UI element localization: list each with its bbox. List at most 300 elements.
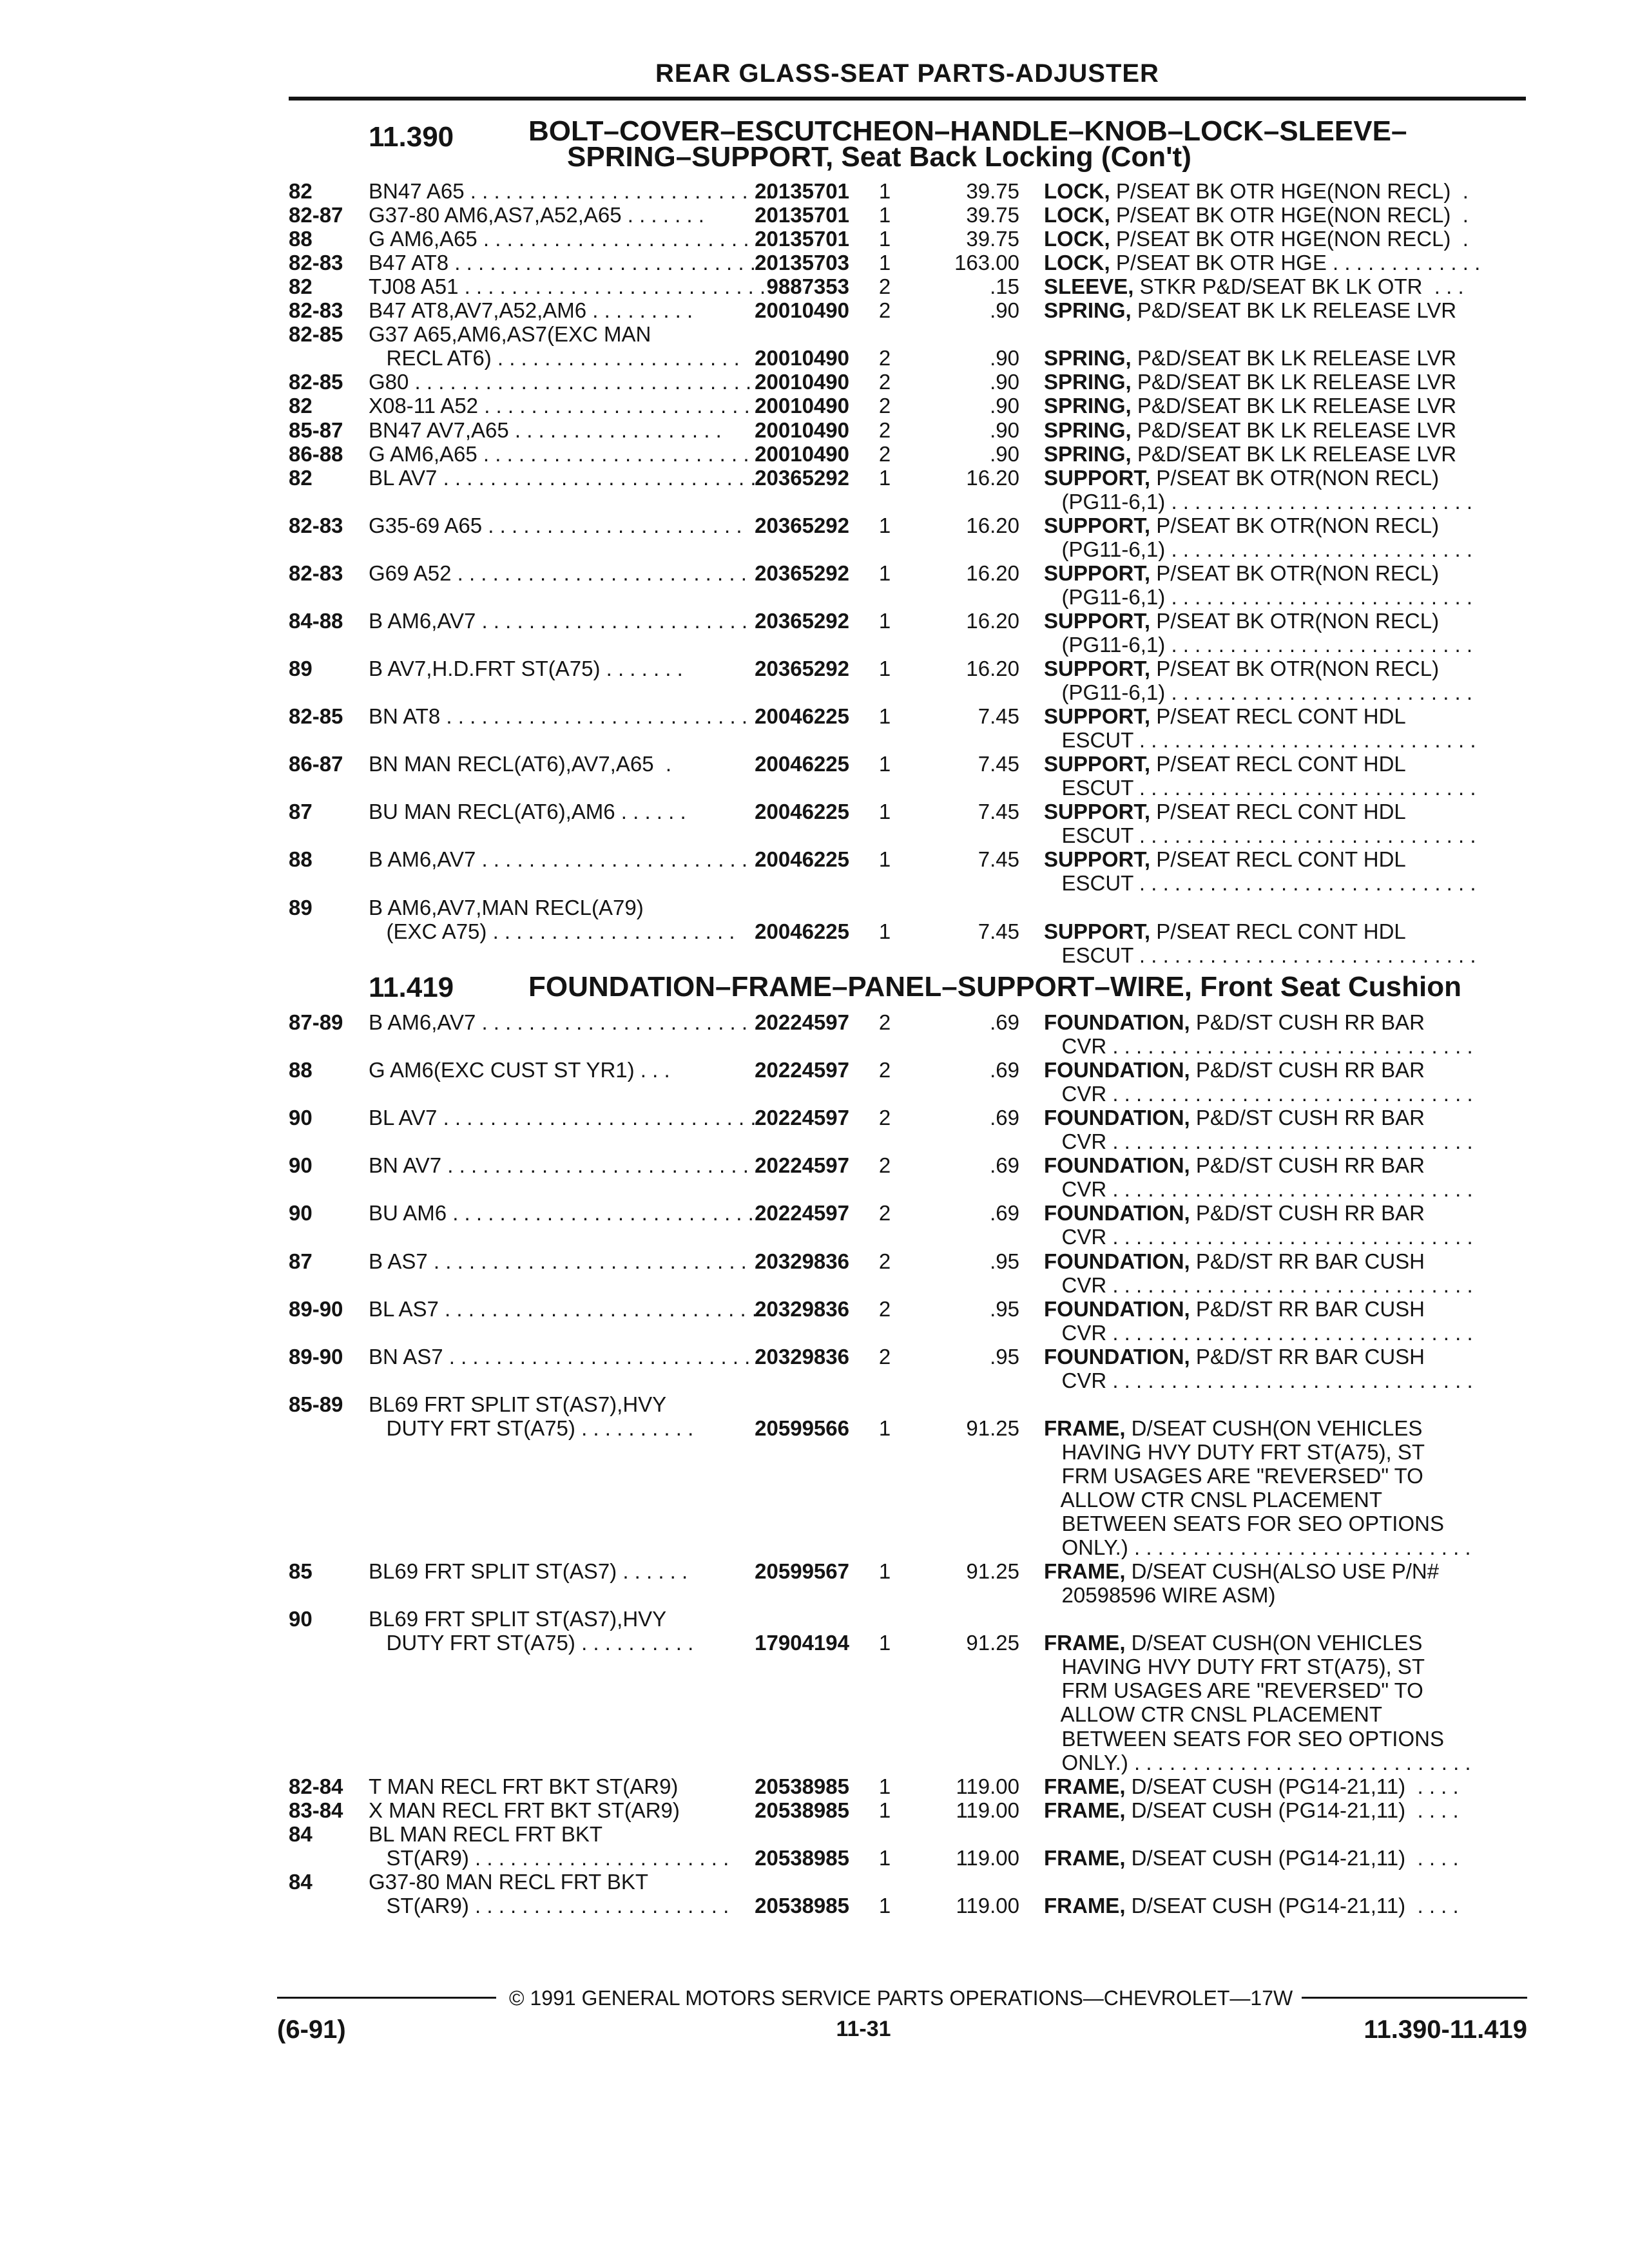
table-row	[0, 1607, 1629, 1631]
table-row	[0, 1129, 1629, 1153]
description	[1044, 1751, 1521, 1774]
description-part-name: SPRING,	[1044, 298, 1132, 323]
description-text: ESCUT . . . . . . . . . . . . . . . . . . . . . . . . . . . . .	[1044, 871, 1476, 896]
description-text: CVR . . . . . . . . . . . . . . . . . . . . . . . . . . . . . . .	[1044, 1273, 1473, 1297]
description-text: STKR P&D/SEAT BK LK OTR . . .	[1133, 274, 1464, 299]
table-row	[0, 1798, 1629, 1822]
description-text: BETWEEN SEATS FOR SEO OPTIONS	[1044, 1726, 1444, 1751]
description-text: P&D/SEAT BK LK RELEASE LVR	[1131, 346, 1457, 370]
description-text: ESCUT . . . . . . . . . . . . . . . . . . . . . . . . . . . . .	[1044, 823, 1476, 848]
description-text: ALLOW CTR CNSL PLACEMENT	[1044, 1702, 1383, 1727]
description	[1044, 1512, 1521, 1535]
usage-code: BN AT8 . . . . . . . . . . . . . . . . . . . . . . . . . . .	[369, 704, 760, 729]
table-row	[0, 752, 1629, 776]
description	[1044, 752, 1521, 776]
table-row	[0, 1512, 1629, 1535]
quantity: 1	[878, 1559, 891, 1584]
quantity: 1	[878, 800, 891, 824]
description	[1044, 1345, 1521, 1369]
table-row	[0, 896, 1629, 919]
table-row	[0, 1010, 1629, 1034]
description-text: CVR . . . . . . . . . . . . . . . . . . . . . . . . . . . . . . .	[1044, 1082, 1473, 1106]
description-part-name: SPRING,	[1044, 441, 1132, 466]
description	[1044, 1106, 1521, 1129]
quantity: 1	[878, 465, 891, 490]
model-year: 90	[289, 1607, 313, 1631]
description-text: CVR . . . . . . . . . . . . . . . . . . . . . . . . . . . . . . .	[1044, 1034, 1473, 1059]
part-number: 20010490	[755, 394, 849, 418]
price: .90	[990, 346, 1019, 370]
description-text: FRM USAGES ARE "REVERSED" TO	[1044, 1463, 1423, 1488]
description-text: HAVING HVY DUTY FRT ST(A75), ST	[1044, 1655, 1425, 1679]
description-text: P&D/ST RR BAR CUSH	[1190, 1344, 1425, 1369]
table-row	[0, 1822, 1629, 1846]
part-number: 20538985	[755, 1845, 849, 1870]
part-number: 20599567	[755, 1559, 849, 1584]
table-row	[0, 1297, 1629, 1321]
quantity: 2	[878, 441, 891, 466]
price: .90	[990, 298, 1019, 323]
model-year: 82-85	[289, 370, 343, 394]
table-row	[0, 1678, 1629, 1702]
footer-page-number: 11-31	[836, 2017, 891, 2041]
model-year: 82	[289, 394, 313, 418]
price: 91.25	[966, 1416, 1019, 1440]
usage-code: B AV7,H.D.FRT ST(A75) . . . . . . .	[369, 657, 683, 680]
usage-code: DUTY FRT ST(A75) . . . . . . . . . .	[369, 1416, 694, 1440]
description	[1044, 800, 1521, 823]
model-year: 90	[289, 1106, 313, 1130]
quantity: 1	[878, 227, 891, 251]
price: 39.75	[966, 203, 1019, 227]
description-part-name: SPRING,	[1044, 418, 1132, 442]
description-part-name: FRAME,	[1044, 1774, 1126, 1798]
description-part-name: FOUNDATION,	[1044, 1201, 1190, 1225]
table-row	[0, 1535, 1629, 1559]
description	[1044, 1798, 1521, 1822]
price: 91.25	[966, 1631, 1019, 1655]
usage-code: B47 AT8,AV7,A52,AM6 . . . . . . . . .	[369, 298, 693, 323]
description-part-name: SLEEVE,	[1044, 274, 1134, 299]
table-row	[0, 823, 1629, 847]
table-row	[0, 1321, 1629, 1345]
description-text: D/SEAT CUSH(ON VEHICLES	[1125, 1416, 1423, 1440]
description-text: P/SEAT BK OTR HGE(NON RECL) .	[1110, 179, 1469, 203]
description-text: ONLY.) . . . . . . . . . . . . . . . . . . . . . . . . . . . . .	[1044, 1535, 1471, 1560]
table-row	[0, 871, 1629, 895]
model-year: 85	[289, 1559, 313, 1584]
table-row	[0, 657, 1629, 680]
description-text: (PG11-6,1) . . . . . . . . . . . . . . . . . . . . . . . . . .	[1044, 537, 1473, 561]
footer-rule-right	[1302, 1997, 1527, 1999]
table-row	[0, 322, 1629, 346]
model-year: 82-84	[289, 1774, 343, 1798]
section-number: 11.419	[369, 972, 454, 1003]
usage-code: G AM6,A65 . . . . . . . . . . . . . . . . . . . . . . .	[369, 227, 749, 251]
description-text: D/SEAT CUSH (PG14-21,11) . . . .	[1125, 1893, 1459, 1917]
description-part-name: FOUNDATION,	[1044, 1010, 1190, 1034]
description-part-name: FOUNDATION,	[1044, 1344, 1190, 1369]
description	[1044, 418, 1521, 442]
part-number: 20599566	[755, 1416, 849, 1440]
table-row	[0, 1201, 1629, 1225]
description-part-name: SUPPORT,	[1044, 465, 1151, 490]
quantity: 1	[878, 657, 891, 680]
model-year: 82	[289, 465, 313, 490]
description-text: P/SEAT BK OTR(NON RECL)	[1150, 657, 1440, 680]
table-row	[0, 1249, 1629, 1273]
part-number: 20224597	[755, 1201, 849, 1225]
description-text: P/SEAT RECL CONT HDL	[1150, 847, 1406, 872]
part-number: 17904194	[755, 1631, 849, 1655]
description	[1044, 442, 1521, 466]
description	[1044, 1058, 1521, 1082]
description-text: 20598596 WIRE ASM)	[1044, 1583, 1276, 1608]
description	[1044, 227, 1521, 251]
price: 16.20	[966, 608, 1019, 633]
description	[1044, 823, 1521, 847]
quantity: 1	[878, 1845, 891, 1870]
table-row	[0, 251, 1629, 274]
model-year: 83-84	[289, 1798, 343, 1822]
description	[1044, 1727, 1521, 1751]
price: .69	[990, 1153, 1019, 1178]
usage-code: BU AM6 . . . . . . . . . . . . . . . . . . . . . . . . . .	[369, 1201, 754, 1225]
model-year: 89	[289, 657, 313, 680]
description-text: P/SEAT BK OTR(NON RECL)	[1150, 608, 1440, 633]
quantity: 2	[878, 418, 891, 442]
description	[1044, 871, 1521, 895]
description-text: D/SEAT CUSH (PG14-21,11) . . . .	[1125, 1798, 1459, 1822]
model-year: 84-88	[289, 608, 343, 633]
description-part-name: SUPPORT,	[1044, 561, 1151, 585]
description-part-name: FRAME,	[1044, 1798, 1126, 1822]
part-number: 20224597	[755, 1010, 849, 1034]
price: 7.45	[978, 752, 1019, 776]
price: .95	[990, 1296, 1019, 1321]
part-number: 20365292	[755, 608, 849, 633]
description	[1044, 346, 1521, 370]
price: 7.45	[978, 704, 1019, 729]
price: 7.45	[978, 800, 1019, 824]
usage-code: BL MAN RECL FRT BKT	[369, 1821, 603, 1846]
description-text: BETWEEN SEATS FOR SEO OPTIONS	[1044, 1512, 1444, 1536]
usage-code: X08-11 A52 . . . . . . . . . . . . . . . . . . . . . . . .	[369, 394, 762, 418]
table-row	[0, 514, 1629, 537]
usage-code: G37-80 AM6,AS7,A52,A65 . . . . . . .	[369, 203, 704, 227]
usage-code: BN AS7 . . . . . . . . . . . . . . . . . . . . . . . . . .	[369, 1344, 751, 1369]
description-text: P/SEAT BK OTR HGE(NON RECL) .	[1110, 203, 1469, 227]
usage-code: (EXC A75) . . . . . . . . . . . . . . . . . . . . .	[369, 919, 735, 943]
quantity: 2	[878, 370, 891, 394]
table-row	[0, 633, 1629, 657]
description	[1044, 1631, 1521, 1655]
part-number: 20046225	[755, 704, 849, 729]
table-row	[0, 1559, 1629, 1583]
model-year: 86-87	[289, 752, 343, 776]
part-number: 20365292	[755, 657, 849, 680]
price: .15	[990, 274, 1019, 299]
footer-copyright: © 1991 GENERAL MOTORS SERVICE PARTS OPERATIONS—CHEVROLET—17W	[509, 1986, 1293, 2010]
usage-code: BN47 A65 . . . . . . . . . . . . . . . . . . . . . . . . . .	[369, 179, 772, 203]
part-number: 20538985	[755, 1798, 849, 1822]
description-part-name: FOUNDATION,	[1044, 1249, 1190, 1273]
model-year: 87-89	[289, 1010, 343, 1034]
description	[1044, 370, 1521, 394]
quantity: 2	[878, 1201, 891, 1225]
table-row	[0, 1655, 1629, 1678]
model-year: 82-87	[289, 203, 343, 227]
description	[1044, 657, 1521, 680]
description	[1044, 514, 1521, 537]
table-row	[0, 1416, 1629, 1440]
part-number: 20365292	[755, 513, 849, 537]
usage-code: T MAN RECL FRT BKT ST(AR9)	[369, 1774, 679, 1798]
model-year: 84	[289, 1821, 313, 1846]
price: .69	[990, 1010, 1019, 1034]
table-row	[0, 227, 1629, 251]
table-row	[0, 1702, 1629, 1726]
usage-code: G AM6(EXC CUST ST YR1) . . .	[369, 1058, 670, 1082]
model-year: 89	[289, 895, 313, 919]
price: 16.20	[966, 657, 1019, 680]
header-rule	[289, 97, 1526, 101]
section-number: 11.390	[369, 121, 454, 153]
table-row	[0, 370, 1629, 394]
description	[1044, 1774, 1521, 1798]
quantity: 1	[878, 704, 891, 729]
usage-code: BL69 FRT SPLIT ST(AS7) . . . . . .	[369, 1559, 688, 1584]
description	[1044, 1177, 1521, 1201]
description-part-name: FRAME,	[1044, 1845, 1126, 1870]
part-number: 20329836	[755, 1344, 849, 1369]
description-text: P/SEAT BK OTR(NON RECL)	[1150, 465, 1440, 490]
quantity: 1	[878, 561, 891, 585]
description-text: P&D/ST CUSH RR BAR	[1190, 1153, 1425, 1178]
quantity: 2	[878, 1344, 891, 1369]
quantity: 1	[878, 179, 891, 203]
part-number: 20224597	[755, 1153, 849, 1178]
description-text: D/SEAT CUSH(ALSO USE P/N#	[1125, 1559, 1440, 1584]
table-row	[0, 1846, 1629, 1870]
description-text: P/SEAT RECL CONT HDL	[1150, 800, 1406, 824]
description-text: ESCUT . . . . . . . . . . . . . . . . . . . . . . . . . . . . .	[1044, 776, 1476, 800]
model-year: 84	[289, 1869, 313, 1894]
description-text: D/SEAT CUSH(ON VEHICLES	[1125, 1631, 1423, 1655]
part-number: 20135701	[755, 227, 849, 251]
price: 7.45	[978, 919, 1019, 943]
part-number: 20046225	[755, 800, 849, 824]
quantity: 2	[878, 346, 891, 370]
description-text: P/SEAT RECL CONT HDL	[1150, 752, 1406, 776]
table-row	[0, 1392, 1629, 1416]
part-number: 20365292	[755, 465, 849, 490]
description-part-name: LOCK,	[1044, 179, 1110, 203]
part-number: 9887353	[766, 274, 849, 299]
usage-code: ST(AR9) . . . . . . . . . . . . . . . . . . . . . .	[369, 1845, 729, 1870]
description	[1044, 1559, 1521, 1583]
description	[1044, 1321, 1521, 1345]
usage-code: BU MAN RECL(AT6),AM6 . . . . . .	[369, 800, 686, 824]
description-text: P&D/SEAT BK LK RELEASE LVR	[1131, 370, 1457, 394]
description-text: P&D/ST CUSH RR BAR	[1190, 1010, 1425, 1034]
description	[1044, 203, 1521, 227]
description-part-name: SUPPORT,	[1044, 919, 1151, 943]
table-row	[0, 1870, 1629, 1894]
usage-code: G35-69 A65 . . . . . . . . . . . . . . . . . . . . . .	[369, 513, 742, 537]
model-year: 82	[289, 274, 313, 299]
quantity: 2	[878, 274, 891, 299]
quantity: 2	[878, 1249, 891, 1273]
description-part-name: SUPPORT,	[1044, 800, 1151, 824]
description	[1044, 585, 1521, 609]
description-part-name: SPRING,	[1044, 394, 1132, 418]
description-text: P/SEAT BK OTR(NON RECL)	[1150, 513, 1440, 537]
description-text: CVR . . . . . . . . . . . . . . . . . . . . . . . . . . . . . . .	[1044, 1129, 1473, 1154]
usage-code: RECL AT6) . . . . . . . . . . . . . . . . . . . . .	[369, 346, 740, 370]
part-number: 20135701	[755, 179, 849, 203]
part-number: 20010490	[755, 441, 849, 466]
table-row	[0, 1106, 1629, 1129]
table-row	[0, 728, 1629, 752]
table-row	[0, 1034, 1629, 1058]
price: 119.00	[956, 1774, 1019, 1798]
part-number: 20135701	[755, 203, 849, 227]
price: .90	[990, 418, 1019, 442]
table-row	[0, 1464, 1629, 1488]
description	[1044, 1440, 1521, 1464]
model-year: 82	[289, 179, 313, 203]
usage-code: B AM6,AV7 . . . . . . . . . . . . . . . . . . . . . . .	[369, 847, 748, 872]
model-year: 89-90	[289, 1296, 343, 1321]
description-text: CVR . . . . . . . . . . . . . . . . . . . . . . . . . . . . . . .	[1044, 1320, 1473, 1345]
part-number: 20010490	[755, 418, 849, 442]
price: 163.00	[954, 251, 1019, 275]
quantity: 1	[878, 1798, 891, 1822]
model-year: 82-83	[289, 251, 343, 275]
price: 119.00	[956, 1893, 1019, 1917]
table-row	[0, 943, 1629, 967]
part-number: 20329836	[755, 1249, 849, 1273]
description	[1044, 1416, 1521, 1440]
model-year: 87	[289, 800, 313, 824]
description-text: (PG11-6,1) . . . . . . . . . . . . . . . . . . . . . . . . . .	[1044, 489, 1473, 514]
description	[1044, 1273, 1521, 1297]
table-row	[0, 609, 1629, 633]
description-text: CVR . . . . . . . . . . . . . . . . . . . . . . . . . . . . . . .	[1044, 1368, 1473, 1392]
usage-code: G37-80 MAN RECL FRT BKT	[369, 1869, 649, 1894]
description	[1044, 466, 1521, 490]
table-row	[0, 680, 1629, 704]
usage-code: BL69 FRT SPLIT ST(AS7),HVY	[369, 1392, 667, 1416]
description	[1044, 1249, 1521, 1273]
usage-code: G69 A52 . . . . . . . . . . . . . . . . . . . . . . . . .	[369, 561, 747, 585]
model-year: 82-83	[289, 513, 343, 537]
description-text: ESCUT . . . . . . . . . . . . . . . . . . . . . . . . . . . . .	[1044, 728, 1476, 753]
description-text: CVR . . . . . . . . . . . . . . . . . . . . . . . . . . . . . . .	[1044, 1225, 1473, 1249]
table-row	[0, 776, 1629, 800]
price: .90	[990, 394, 1019, 418]
description-text: (PG11-6,1) . . . . . . . . . . . . . . . . . . . . . . . . . .	[1044, 680, 1473, 705]
description-part-name: FOUNDATION,	[1044, 1153, 1190, 1178]
description	[1044, 490, 1521, 514]
price: 119.00	[956, 1798, 1019, 1822]
quantity: 2	[878, 1296, 891, 1321]
price: .69	[990, 1201, 1019, 1225]
quantity: 1	[878, 251, 891, 275]
description	[1044, 1464, 1521, 1488]
description-part-name: FRAME,	[1044, 1416, 1126, 1440]
table-row	[0, 298, 1629, 322]
description	[1044, 1129, 1521, 1153]
description-part-name: LOCK,	[1044, 227, 1110, 251]
description-part-name: SUPPORT,	[1044, 752, 1151, 776]
part-number: 20135703	[755, 251, 849, 275]
model-year: 82-85	[289, 322, 343, 347]
description-part-name: SPRING,	[1044, 370, 1132, 394]
quantity: 1	[878, 203, 891, 227]
description-text: P&D/ST RR BAR CUSH	[1190, 1296, 1425, 1321]
table-row	[0, 1727, 1629, 1751]
description-text: P&D/SEAT BK LK RELEASE LVR	[1131, 441, 1457, 466]
description	[1044, 1846, 1521, 1870]
quantity: 2	[878, 1058, 891, 1082]
model-year: 87	[289, 1249, 313, 1273]
description	[1044, 1034, 1521, 1058]
part-number: 20365292	[755, 561, 849, 585]
usage-code: BN47 AV7,A65 . . . . . . . . . . . . . . . . . .	[369, 418, 722, 442]
part-number: 20329836	[755, 1296, 849, 1321]
table-row	[0, 1273, 1629, 1297]
model-year: 88	[289, 1058, 313, 1082]
usage-code: BN MAN RECL(AT6),AV7,A65 .	[369, 752, 672, 776]
description-part-name: LOCK,	[1044, 251, 1110, 275]
table-row	[0, 1631, 1629, 1655]
description	[1044, 1153, 1521, 1177]
usage-code: B AM6,AV7 . . . . . . . . . . . . . . . . . . . . . . .	[369, 608, 748, 633]
model-year: 82-85	[289, 704, 343, 729]
part-number: 20224597	[755, 1106, 849, 1130]
description-part-name: FOUNDATION,	[1044, 1058, 1190, 1082]
description	[1044, 1201, 1521, 1225]
usage-code: BL AV7 . . . . . . . . . . . . . . . . . . . . . . . . . . .	[369, 465, 757, 490]
quantity: 1	[878, 847, 891, 872]
price: 16.20	[966, 465, 1019, 490]
price: 16.20	[966, 561, 1019, 585]
description	[1044, 1894, 1521, 1917]
description-text: (PG11-6,1) . . . . . . . . . . . . . . . . . . . . . . . . . .	[1044, 584, 1473, 609]
part-number: 20538985	[755, 1774, 849, 1798]
table-row	[0, 1082, 1629, 1106]
table-row	[0, 1751, 1629, 1774]
model-year: 85-87	[289, 418, 343, 442]
description-text: ONLY.) . . . . . . . . . . . . . . . . . . . . . . . . . . . . .	[1044, 1750, 1471, 1774]
description-text: P/SEAT BK OTR(NON RECL)	[1150, 561, 1440, 585]
description-text: P/SEAT RECL CONT HDL	[1150, 704, 1406, 729]
table-row	[0, 274, 1629, 298]
quantity: 2	[878, 1106, 891, 1130]
part-number: 20010490	[755, 346, 849, 370]
section-title: FOUNDATION–FRAME–PANEL–SUPPORT–WIRE, Front Seat Cushion	[528, 971, 1462, 1003]
page-header: REAR GLASS-SEAT PARTS-ADJUSTER	[655, 59, 1159, 88]
usage-code: B47 AT8 . . . . . . . . . . . . . . . . . . . . . . . . . .	[369, 251, 756, 275]
description	[1044, 1678, 1521, 1702]
model-year: 85-89	[289, 1392, 343, 1416]
description	[1044, 704, 1521, 728]
table-row	[0, 1894, 1629, 1917]
price: 16.20	[966, 513, 1019, 537]
quantity: 1	[878, 919, 891, 943]
